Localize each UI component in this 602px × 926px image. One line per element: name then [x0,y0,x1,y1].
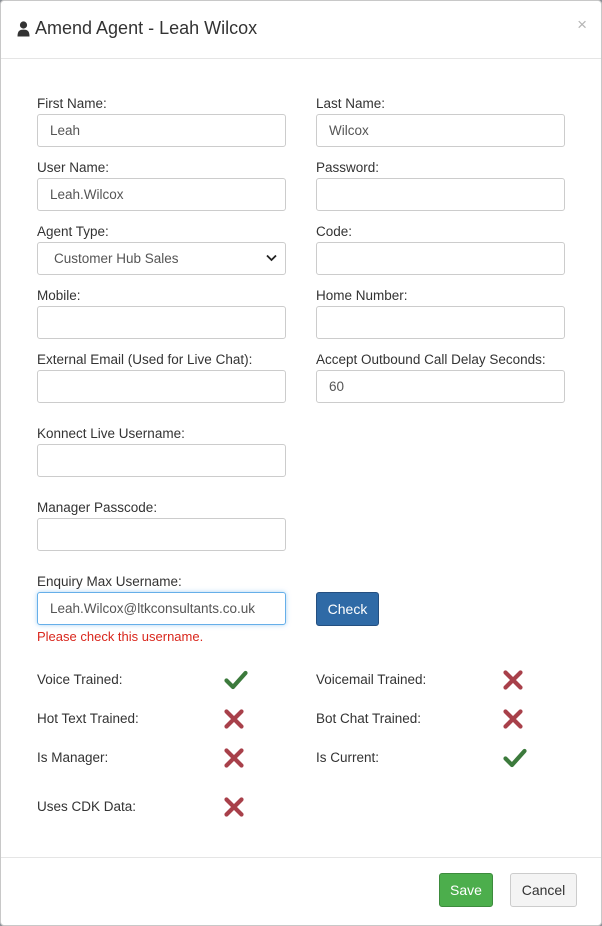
user-icon [17,21,30,37]
enquiry-max-username-label: Enquiry Max Username: [37,574,182,589]
enquiry-max-username-input[interactable]: Leah.Wilcox@ltkconsultants.co.uk [37,592,286,625]
uses-cdk-data-cross-icon [222,796,246,818]
modal-title [17,18,257,39]
last-name-input[interactable]: Wilcox [316,114,565,147]
modal-title-text: Amend Agent - Leah Wilcox [35,18,258,38]
mobile-input[interactable] [37,306,286,339]
home-number-input[interactable] [316,306,565,339]
password-label: Password: [316,160,380,175]
bot-chat-trained-cross-icon [501,708,525,730]
user-name-input[interactable]: Leah.Wilcox [37,178,286,211]
agent-type-label: Agent Type: [37,224,109,239]
is-current-label: Is Current: [316,750,380,765]
agent-type-selected-value: Customer Hub Sales [54,251,179,266]
voice-trained-label: Voice Trained: [37,672,123,687]
outbound-delay-input[interactable]: 60 [316,370,565,403]
is-current-check-icon [503,747,527,769]
bot-chat-trained-label: Bot Chat Trained: [316,711,422,726]
modal-header [1,1,601,59]
outbound-delay-label: Accept Outbound Call Delay Seconds: [316,352,546,367]
external-email-input[interactable] [37,370,286,403]
home-number-label: Home Number: [316,288,408,303]
voicemail-trained-label: Voicemail Trained: [316,672,427,687]
agent-type-select[interactable] [37,242,286,275]
manager-passcode-input[interactable] [37,518,286,551]
konnect-username-input[interactable] [37,444,286,477]
voice-trained-check-icon [224,669,248,691]
mobile-label: Mobile: [37,288,81,303]
code-label: Code: [316,224,353,239]
check-button[interactable]: Check [316,592,379,626]
hot-text-trained-cross-icon [222,708,246,730]
cancel-button[interactable]: Cancel [510,873,577,907]
manager-passcode-label: Manager Passcode: [37,500,158,515]
voicemail-trained-cross-icon [501,669,525,691]
username-error-message: Please check this username. [37,629,204,644]
user-name-label: User Name: [37,160,110,175]
first-name-input[interactable]: Leah [37,114,286,147]
code-input[interactable] [316,242,565,275]
password-input[interactable] [316,178,565,211]
external-email-label: External Email (Used for Live Chat): [37,352,253,367]
last-name-label: Last Name: [316,96,386,111]
hot-text-trained-label: Hot Text Trained: [37,711,139,726]
first-name-label: First Name: [37,96,107,111]
uses-cdk-data-label: Uses CDK Data: [37,799,137,814]
konnect-username-label: Konnect Live Username: [37,426,185,441]
close-button[interactable]: × [577,15,587,34]
is-manager-label: Is Manager: [37,750,109,765]
chevron-down-icon [266,254,277,262]
save-button[interactable]: Save [439,873,493,907]
is-manager-cross-icon [222,747,246,769]
